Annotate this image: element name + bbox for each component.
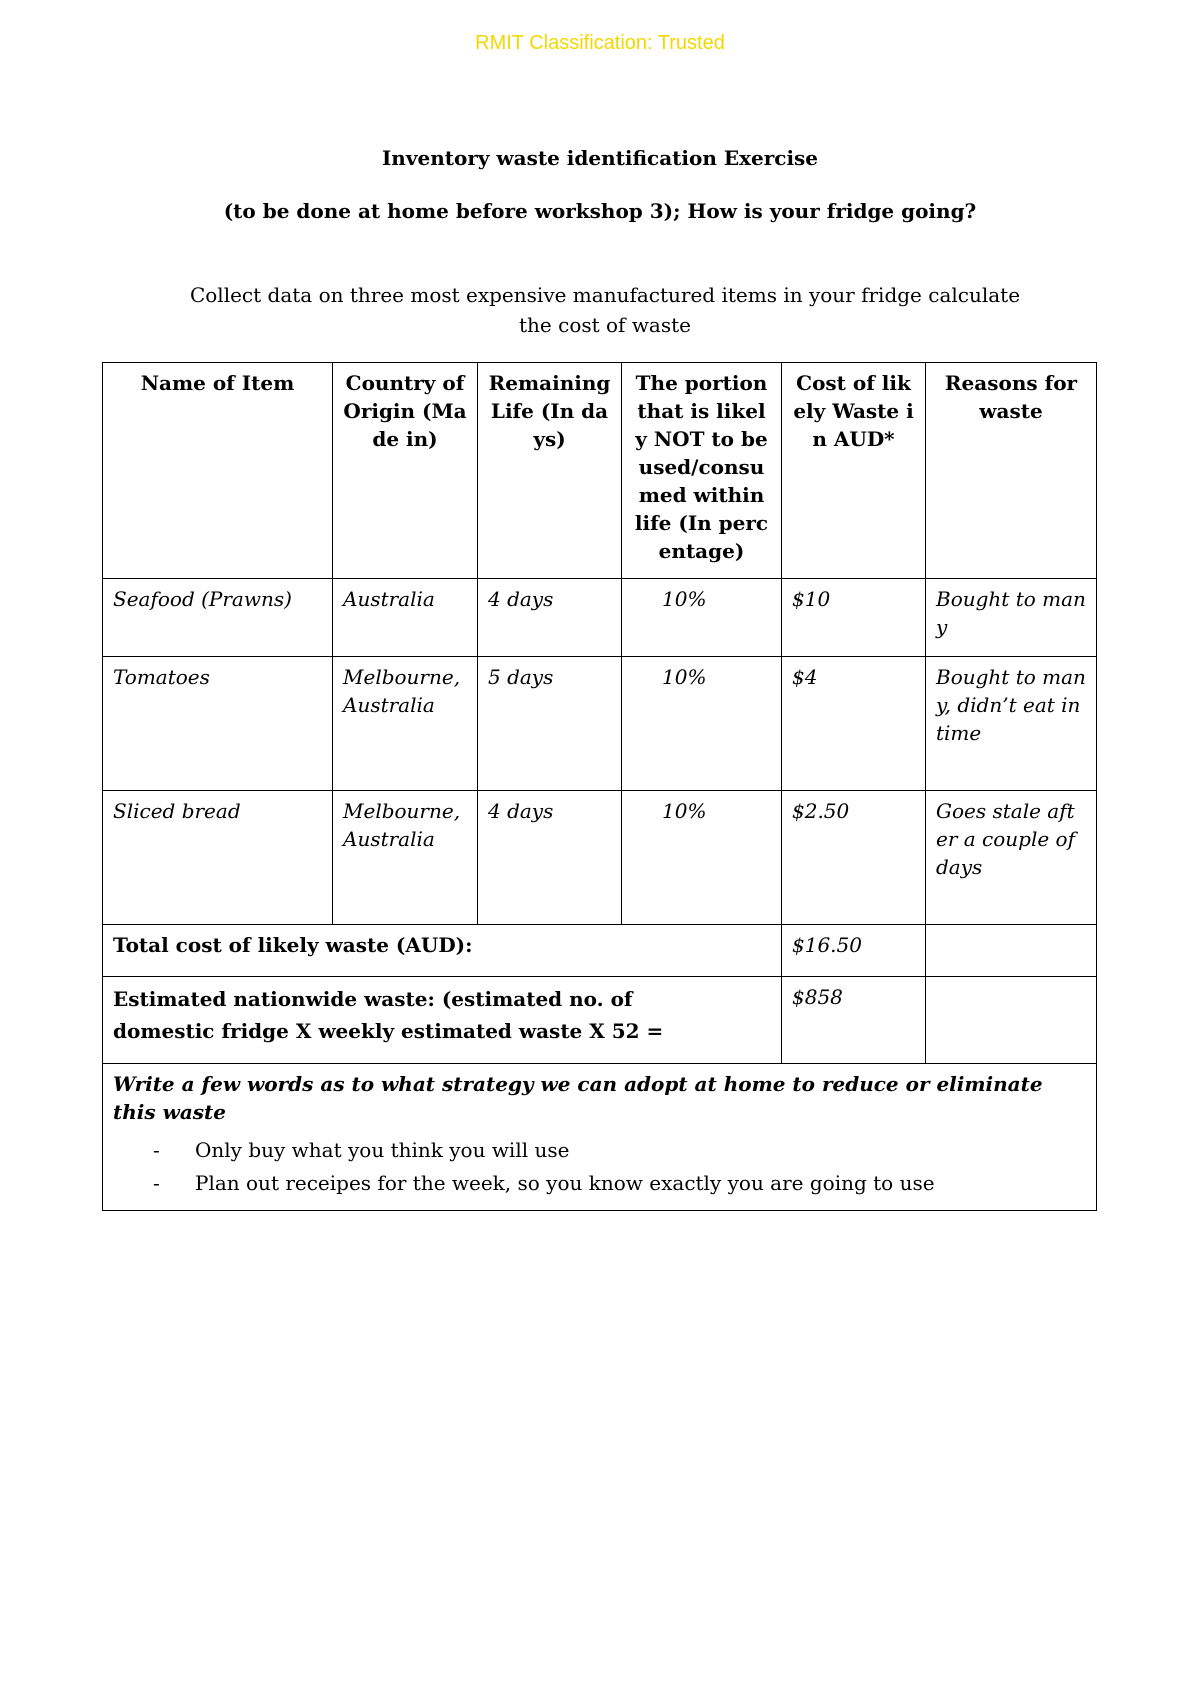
empty-cell <box>926 925 1097 977</box>
document-title: Inventory waste identification Exercise <box>381 146 819 170</box>
strategy-text: Plan out receipes for the week, so you know exactly you are going to use <box>195 1171 935 1195</box>
cell-origin: Australia <box>333 579 478 657</box>
nationwide-label: Estimated nationwide waste: (estimated no. of domestic fridge X weekly estimated waste X 52 = <box>103 977 782 1064</box>
list-item: - Plan out receipes for the week, so you know exactly you are going to use <box>113 1167 1086 1200</box>
cell-cost: $2.50 <box>782 791 926 925</box>
table-row <box>103 579 1097 657</box>
header-cost-waste: Cost of likely Waste in AUD* <box>782 363 926 579</box>
cell-life: 4 days <box>478 579 622 657</box>
header-remaining-life: Remaining Life (In days) <box>478 363 622 579</box>
cell-portion: 10% <box>622 791 782 925</box>
cell-item: Seafood (Prawns) <box>103 579 333 657</box>
cell-item: Sliced bread <box>103 791 333 925</box>
total-label: Total cost of likely waste (AUD): <box>103 925 782 977</box>
table-header-row <box>103 363 1097 579</box>
total-row <box>103 925 1097 977</box>
inventory-table <box>102 362 1097 1211</box>
strategy-cell <box>103 1064 1097 1211</box>
cell-portion: 10% <box>622 579 782 657</box>
empty-cell <box>926 977 1097 1064</box>
strategy-list <box>113 1134 1086 1200</box>
cell-portion: 10% <box>622 657 782 791</box>
cell-cost: $4 <box>782 657 926 791</box>
classification-label: RMIT Classification: Trusted <box>475 32 725 54</box>
strategy-row <box>103 1064 1097 1211</box>
total-value: $16.50 <box>782 925 926 977</box>
table-row <box>103 791 1097 925</box>
nationwide-row <box>103 977 1097 1064</box>
strategy-text: Only buy what you think you will use <box>195 1138 570 1162</box>
cell-reason: Goes stale after a couple of days <box>926 791 1097 925</box>
header-portion-unused: The portion that is likely NOT to be used/consumed within life (In percentage) <box>622 363 782 579</box>
cell-reason: Bought to many <box>926 579 1097 657</box>
cell-item: Tomatoes <box>103 657 333 791</box>
cell-origin: Melbourne, Australia <box>333 657 478 791</box>
instruction-text: Collect data on three most expensive manufactured items in your fridge calculate the cost of waste <box>189 283 1021 337</box>
cell-cost: $10 <box>782 579 926 657</box>
cell-life: 5 days <box>478 657 622 791</box>
header-country-origin: Country of Origin (Made in) <box>333 363 478 579</box>
list-item: - Only buy what you think you will use <box>113 1134 1086 1167</box>
cell-origin: Melbourne, Australia <box>333 791 478 925</box>
header-item-name: Name of Item <box>103 363 333 579</box>
strategy-question: Write a few words as to what strategy we can adopt at home to reduce or eliminate this waste <box>113 1072 1043 1124</box>
cell-life: 4 days <box>478 791 622 925</box>
cell-reason: Bought to many, didn’t eat in time <box>926 657 1097 791</box>
nationwide-value: $858 <box>782 977 926 1064</box>
table-row <box>103 657 1097 791</box>
header-reasons: Reasons for waste <box>926 363 1097 579</box>
document-subtitle: (to be done at home before workshop 3); How is your fridge going? <box>223 199 977 223</box>
